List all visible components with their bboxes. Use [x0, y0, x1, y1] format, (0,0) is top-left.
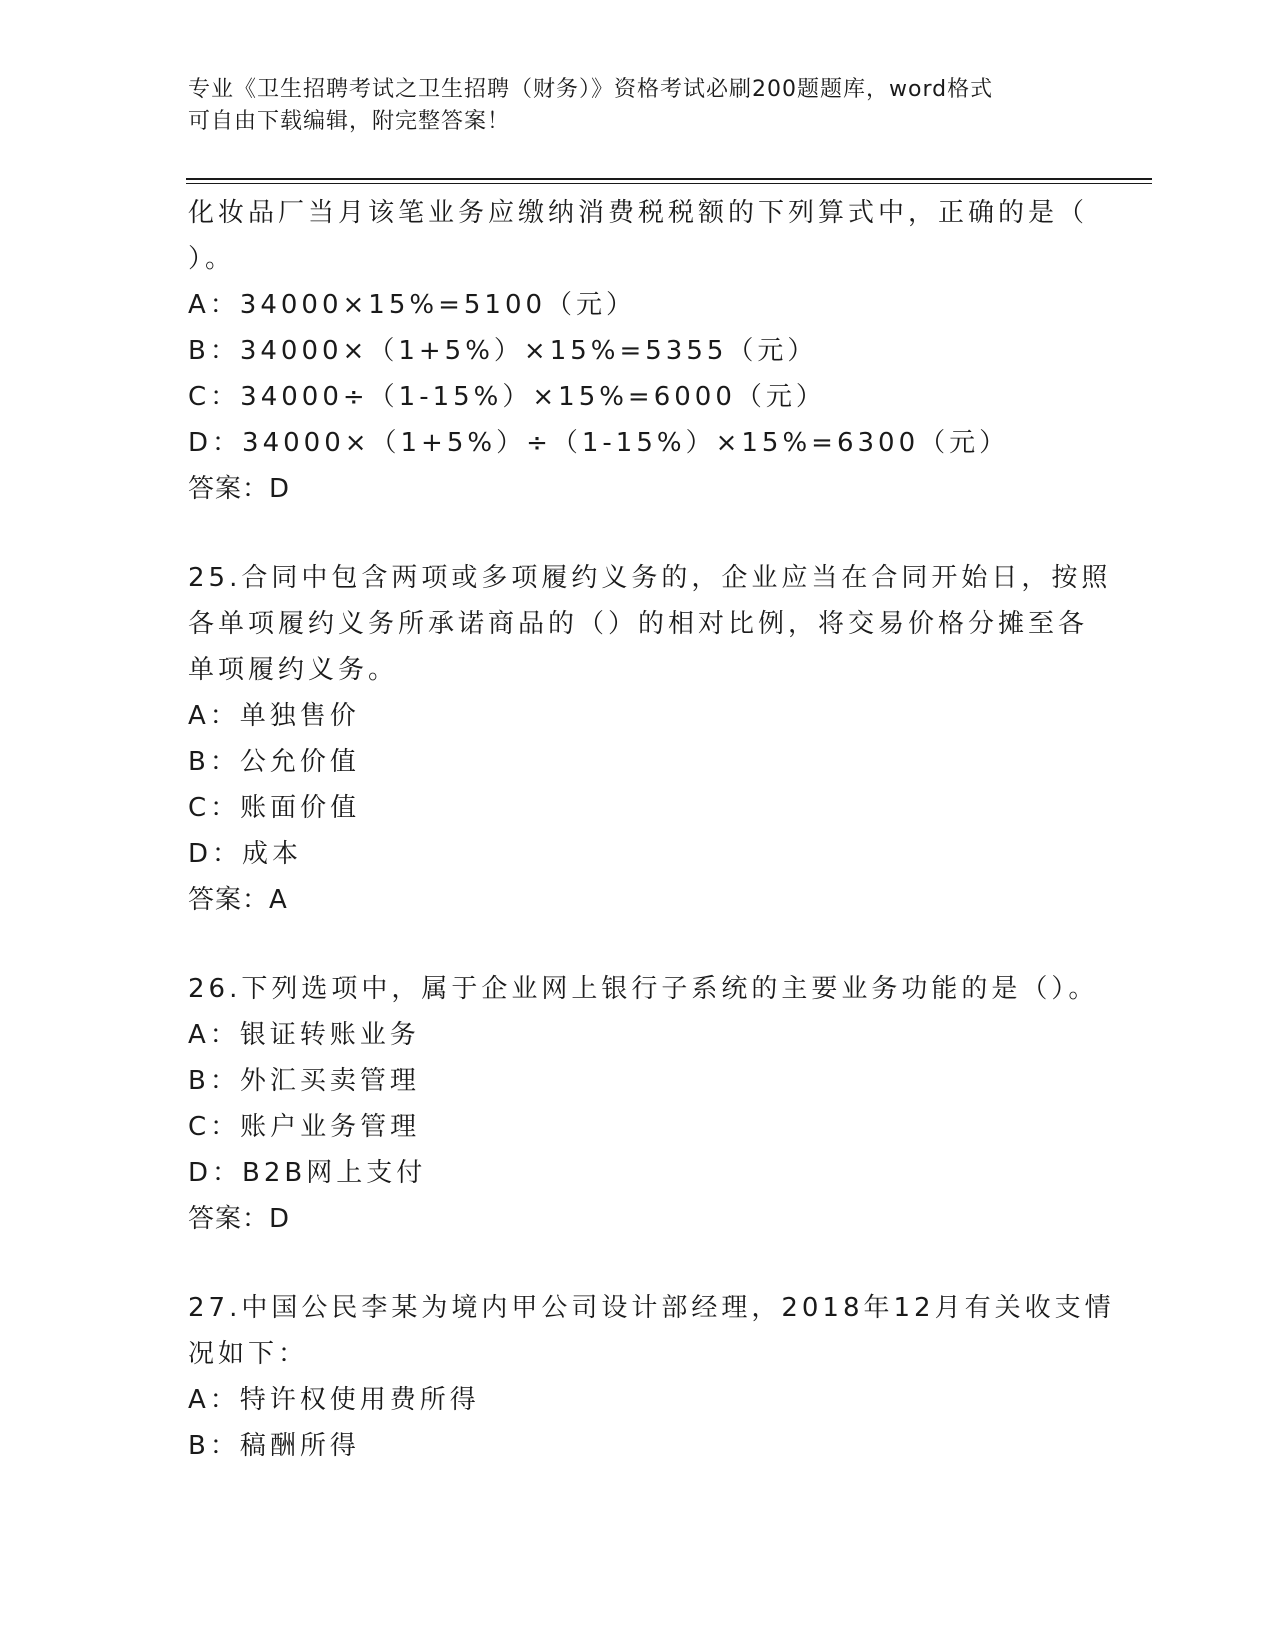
option-d: D：B2B网上支付: [188, 1158, 427, 1188]
spacer: [188, 923, 1088, 966]
question-27: [188, 1285, 1115, 1469]
question-stem: 况如下：: [188, 1339, 309, 1369]
option-c: C：账面价值: [188, 793, 361, 823]
option-a: A：34000×15%=5100（元）: [188, 290, 637, 320]
question-stem: 27.中国公民李某为境内甲公司设计部经理，2018年12月有关收支情: [188, 1293, 1115, 1323]
document-header: [188, 74, 1068, 138]
question-list: [188, 190, 1115, 1469]
question-stem: 化妆品厂当月该笔业务应缴纳消费税税额的下列算式中，正确的是（: [188, 198, 1089, 228]
header-line-1: 专业《卫生招聘考试之卫生招聘（财务）》资格考试必刷200题题库，word格式: [188, 77, 994, 102]
option-d: D：34000×（1+5%）÷（1-15%）×15%=6300（元）: [188, 428, 1010, 458]
spacer: [188, 1242, 1088, 1285]
option-a: A：银证转账业务: [188, 1020, 420, 1050]
option-c: C：账户业务管理: [188, 1112, 421, 1142]
question-24: [188, 190, 1088, 512]
question-26: [188, 966, 1099, 1242]
option-b: B：外汇买卖管理: [188, 1066, 420, 1096]
option-c: C：34000÷（1-15%）×15%=6000（元）: [188, 382, 826, 412]
question-25: [188, 555, 1112, 923]
question-stem: 单项履约义务。: [188, 655, 399, 685]
option-b: B：34000×（1+5%）×15%=5355（元）: [188, 336, 818, 366]
question-stem: 25.合同中包含两项或多项履约义务的，企业应当在合同开始日，按照: [188, 563, 1112, 593]
option-a: A：单独售价: [188, 701, 360, 731]
header-divider-thick: [186, 178, 1152, 180]
option-b: B：公允价值: [188, 747, 360, 777]
answer-text: 答案：A: [188, 885, 288, 915]
option-b: B：稿酬所得: [188, 1431, 360, 1461]
header-divider-thin: [186, 183, 1152, 184]
question-stem: 各单项履约义务所承诺商品的（）的相对比例，将交易价格分摊至各: [188, 609, 1089, 639]
question-stem: ）。: [188, 244, 236, 274]
spacer: [188, 512, 1088, 555]
answer-text: 答案：D: [188, 474, 291, 504]
header-line-2: 可自由下载编辑，附完整答案！: [188, 109, 511, 134]
question-stem: 26.下列选项中，属于企业网上银行子系统的主要业务功能的是（）。: [188, 974, 1099, 1004]
option-d: D：成本: [188, 839, 303, 869]
option-a: A：特许权使用费所得: [188, 1385, 480, 1415]
answer-text: 答案：D: [188, 1204, 291, 1234]
